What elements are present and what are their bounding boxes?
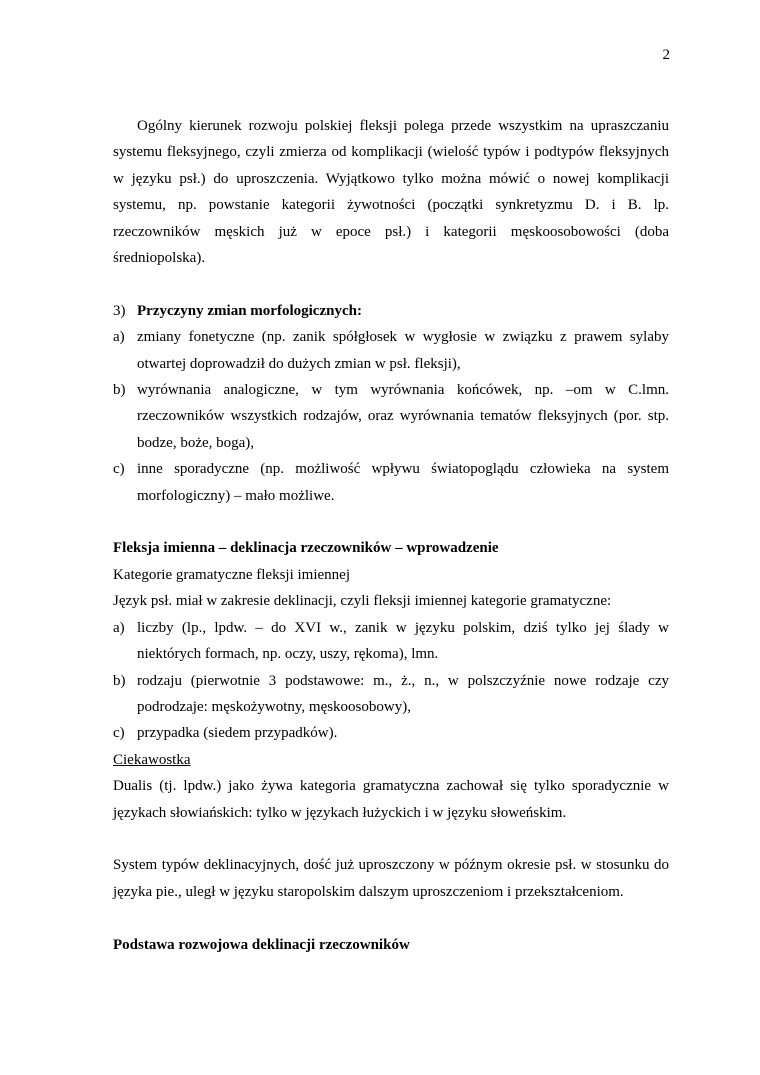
list-label: b) [113,382,126,399]
document-body [113,113,669,958]
fleksja-heading: Fleksja imienna – deklinacja rzeczowników – wprowadzenie [113,540,499,557]
fleksja-subheading: Kategorie gramatyczne fleksji imiennej [113,566,350,583]
list-label: c) [113,725,125,742]
intro-paragraph: Ogólny kierunek rozwoju polskiej fleksji polega przede wszystkim na upraszczaniu systemu fleksyjnego, czyli zmierza od komplikacji (wielość typów i podtypów fleksyjnych w języku psł.) do uproszczenia. Wyjątkowo tylko można mówić o nowej komplikacji systemu, np. powstanie kategorii żywotności (początki synkretyzmu D. i B. lp. rzeczowników męskich już w epoce psł.) i kategorii męskoosobowości (doba średniopolska). [113,118,669,267]
spacer [113,826,669,852]
list-label: a) [113,329,125,346]
spacer [113,271,669,297]
list-text: rodzaju (pierwotnie 3 podstawowe: m., ż., n., w polszczyźnie nowe rodzaje czy podrodzaje: męskożywotny, męskoosobowy), [137,672,669,715]
list-item [113,456,669,509]
ciekawostka-text: Dualis (tj. lpdw.) jako żywa kategoria gramatyczna zachował się tylko sporadycznie w językach słowiańskich: tylko w językach łużyckich i w języku słoweńskim. [113,778,669,821]
list-label: a) [113,619,125,636]
list-text: wyrównania analogiczne, w tym wyrównania końcówek, np. –om w C.lmn. rzeczowników wszystkich rodzajów, oraz wyrównania tematów fleksyjnych (por. stp. bodze, boże, boga), [137,382,669,451]
section-number: 3) [113,302,126,319]
page-number: 2 [662,47,670,63]
section-title: Przyczyny zmian morfologicznych: [137,302,362,319]
list-label: c) [113,461,125,478]
list-item [113,720,669,746]
system-paragraph: System typów deklinacyjnych, dość już uproszczony w późnym okresie psł. w stosunku do języka pie., uległ w języku staropolskim dalszym uproszczeniom i przekształceniom. [113,857,669,900]
spacer [113,509,669,535]
list-text: zmiany fonetyczne (np. zanik spółgłosek w wygłosie w związku z prawem sylaby otwartej doprowadził do dużych zmian w psł. fleksji), [137,329,669,372]
list-label: b) [113,672,126,689]
ciekawostka-title: Ciekawostka [113,751,191,768]
list-item [113,377,669,456]
list-item [113,668,669,721]
list-item [113,615,669,668]
spacer [113,905,669,931]
section-3-heading [113,298,669,324]
podstawa-heading: Podstawa rozwojowa deklinacji rzeczowników [113,936,410,953]
fleksja-lead: Język psł. miał w zakresie deklinacji, czyli fleksji imiennej kategorie gramatyczne: [113,593,612,610]
list-text: przypadka (siedem przypadków). [137,725,338,742]
list-text: liczby (lp., lpdw. – do XVI w., zanik w języku polskim, dziś tylko jej ślady w niektórych formach, np. oczy, uszy, rękoma), lmn. [137,619,669,663]
list-item [113,324,669,377]
list-text: inne sporadyczne (np. możliwość wpływu światopoglądu człowieka na system morfologiczny) – mało możliwe. [137,461,669,504]
